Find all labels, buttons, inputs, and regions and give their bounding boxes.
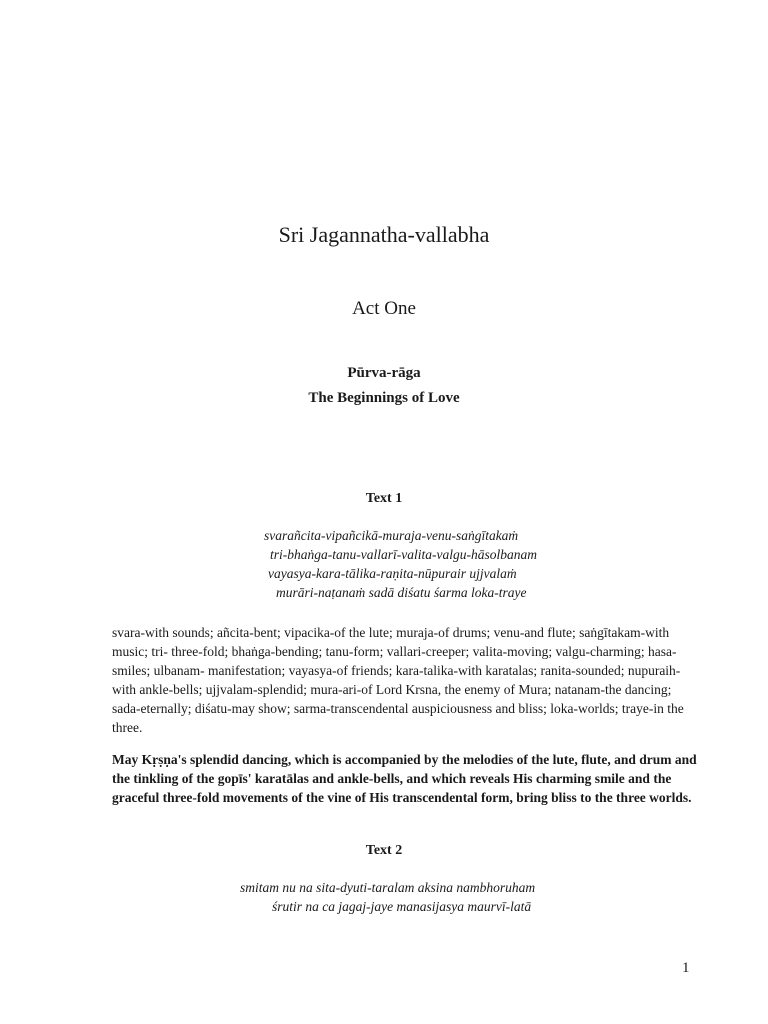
text-1-verse-line-1: svarañcita-vipañcikā-muraja-venu-saṅgītakaṁ bbox=[264, 528, 519, 543]
act-heading: Act One bbox=[352, 298, 416, 319]
text-2-heading: Text 2 bbox=[365, 843, 403, 858]
text-1-heading: Text 1 bbox=[365, 491, 403, 506]
text-1-verse-line-2: tri-bhaṅga-tanu-vallarī-valita-valgu-hāsolbanam bbox=[270, 547, 537, 562]
text-1-translation: May Kṛṣṇa's splendid dancing, which is accompanied by the melodies of the lute, flute, and drum and the tinkling of the gopīs' karatālas and ankle-bells, and which reveals His charming smile and the graceful three-fold movements of the vine of His transcendental form, bring bliss to the three worlds. bbox=[112, 752, 697, 805]
text-1-synonyms: svara-with sounds; añcita-bent; vipacika-of the lute; muraja-of drums; venu-and flute; saṅgītakam-with music; tri- three-fold; bhaṅga-bending; tanu-form; vallari-creeper; valita-moving; valgu-charming; hasa-smiles; ulbanam- manifestation; vayasya-of friends; kara-talika-with karatalas; ranita-sounded; nupuraih-with ankle-bells; ujjvalam-splendid; mura-ari-of Lord Krsna, the enemy of Mura; natanam-the dancing; sada-eternally; diśatu-may show; sarma-transcendental auspiciousness and bliss; loka-worlds; traye-in the three. bbox=[112, 625, 684, 735]
section-sanskrit-title: Pūrva-rāga bbox=[347, 365, 421, 381]
text-2-verse-line-2: śrutir na ca jagaj-jaye manasijasya maurvī-latā bbox=[272, 899, 532, 914]
text-1-verse-line-4: murāri-naṭanaṁ sadā diśatu śarma loka-traye bbox=[276, 585, 527, 600]
book-title: Sri Jagannatha-vallabha bbox=[278, 222, 490, 247]
text-1-verse-line-3: vayasya-kara-tālika-raṇita-nūpurair ujjvalaṁ bbox=[268, 566, 517, 581]
section-english-title: The Beginnings of Love bbox=[308, 390, 460, 406]
text-2-verse-line-1: smitam nu na sita-dyuti-taralam aksina nambhoruham bbox=[240, 880, 536, 895]
page-number: 1 bbox=[682, 960, 690, 976]
